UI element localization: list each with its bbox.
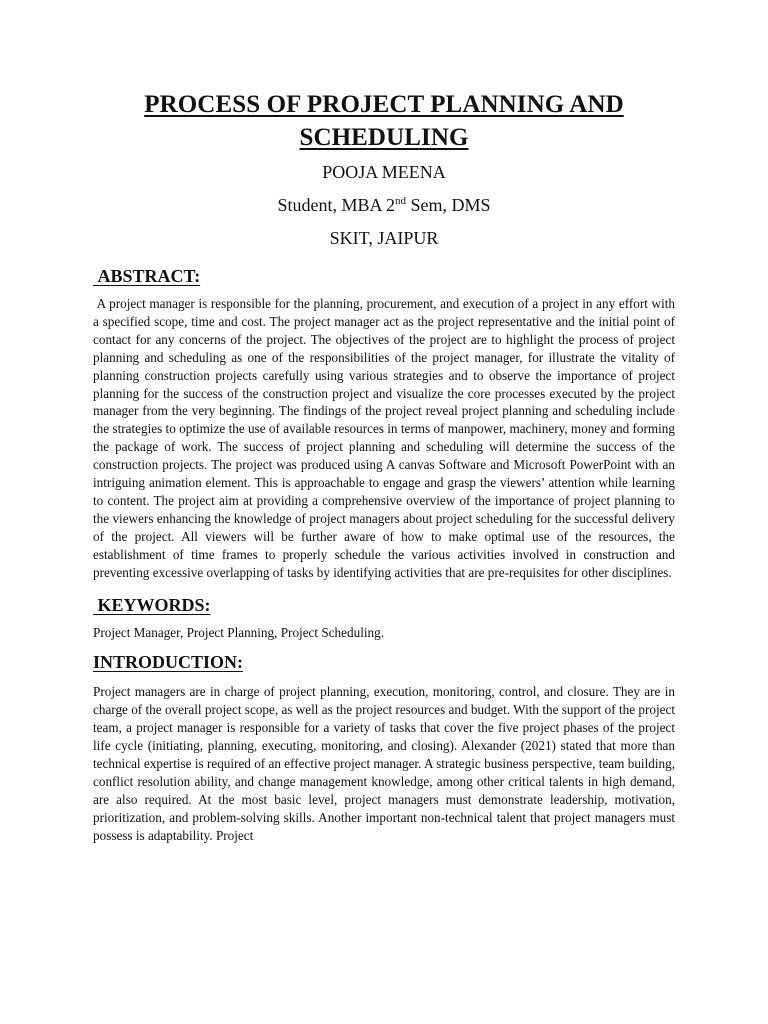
- author-role-suffix: Sem, DMS: [406, 195, 491, 215]
- introduction-text: Project managers are in charge of project planning, execution, monitoring, control, and closure. They are in charge of the overall project scope, as well as the project resources and budget. With the support of the project team, a project manager is responsible for a variety of tasks that cover the five project phases of the project life cycle (initiating, planning, executing, monitoring, and closing). Alexander (2021) stated that more than technical expertise is required of an effective project manager. A strategic business perspective, team building, conflict resolution ability, and change management knowledge, among other critical talents in high demand, are also required. At the most basic level, project managers must demonstrate leadership, motivation, prioritization, and problem-solving skills. Another important non-technical talent that project managers must possess is adaptability. Project: [93, 684, 675, 843]
- keywords-text: Project Manager, Project Planning, Project Scheduling.: [93, 624, 385, 640]
- author-name: POOJA MEENA: [322, 162, 446, 182]
- paper-title-line-1: PROCESS OF PROJECT PLANNING AND: [144, 91, 624, 118]
- keywords-heading-label: KEYWORDS:: [97, 594, 211, 615]
- paper-title: [93, 88, 675, 154]
- introduction-heading: INTRODUCTION:: [93, 652, 244, 673]
- author-role-prefix: Student, MBA 2: [277, 195, 395, 215]
- keywords-heading: [93, 592, 675, 618]
- author-role-superscript: nd: [395, 195, 406, 207]
- abstract-text: [93, 295, 675, 582]
- abstract-text-body: A project manager is responsible for the planning, procurement, and execution of a project in any effort with a specified scope, time and cost. The project manager act as the project representative and the initial point of contact for any concerns of the project. The objectives of the project are to highlight the process of project planning and scheduling as one of the responsibilities of the project manager, for illustrate the vitality of planning construction projects carefully using various strategies and to observe the importance of project planning for the success of the construction project and visualize the core processes executed by the project manager from the very beginning. The findings of the project reveal project planning and scheduling include the strategies to optimize the use of available resources in terms of manpower, machinery, money and forming the package of work. The success of project planning and scheduling will determine the success of the construction projects. The project was produced using A canvas Software and Microsoft PowerPoint with an intriguing animation element. This is approachable to engage and grasp the viewers’ attention while learning to content. The project aim at providing a comprehensive overview of the importance of project planning to the viewers enhancing the knowledge of project managers about project scheduling for the successful delivery of the project. All viewers will be further aware of how to make optimal use of the resources, the establishment of time frames to properly schedule the various activities involved in construction and preventing excessive overlapping of tasks by identifying activities that are pre-requisites for other disciplines.: [93, 296, 675, 580]
- author-block: [93, 156, 675, 255]
- paper-title-line-2: SCHEDULING: [299, 124, 469, 151]
- author-institution: SKIT, JAIPUR: [329, 228, 439, 248]
- abstract-heading: [93, 263, 675, 289]
- abstract-heading-label: ABSTRACT:: [97, 266, 201, 286]
- author-role: [93, 189, 675, 222]
